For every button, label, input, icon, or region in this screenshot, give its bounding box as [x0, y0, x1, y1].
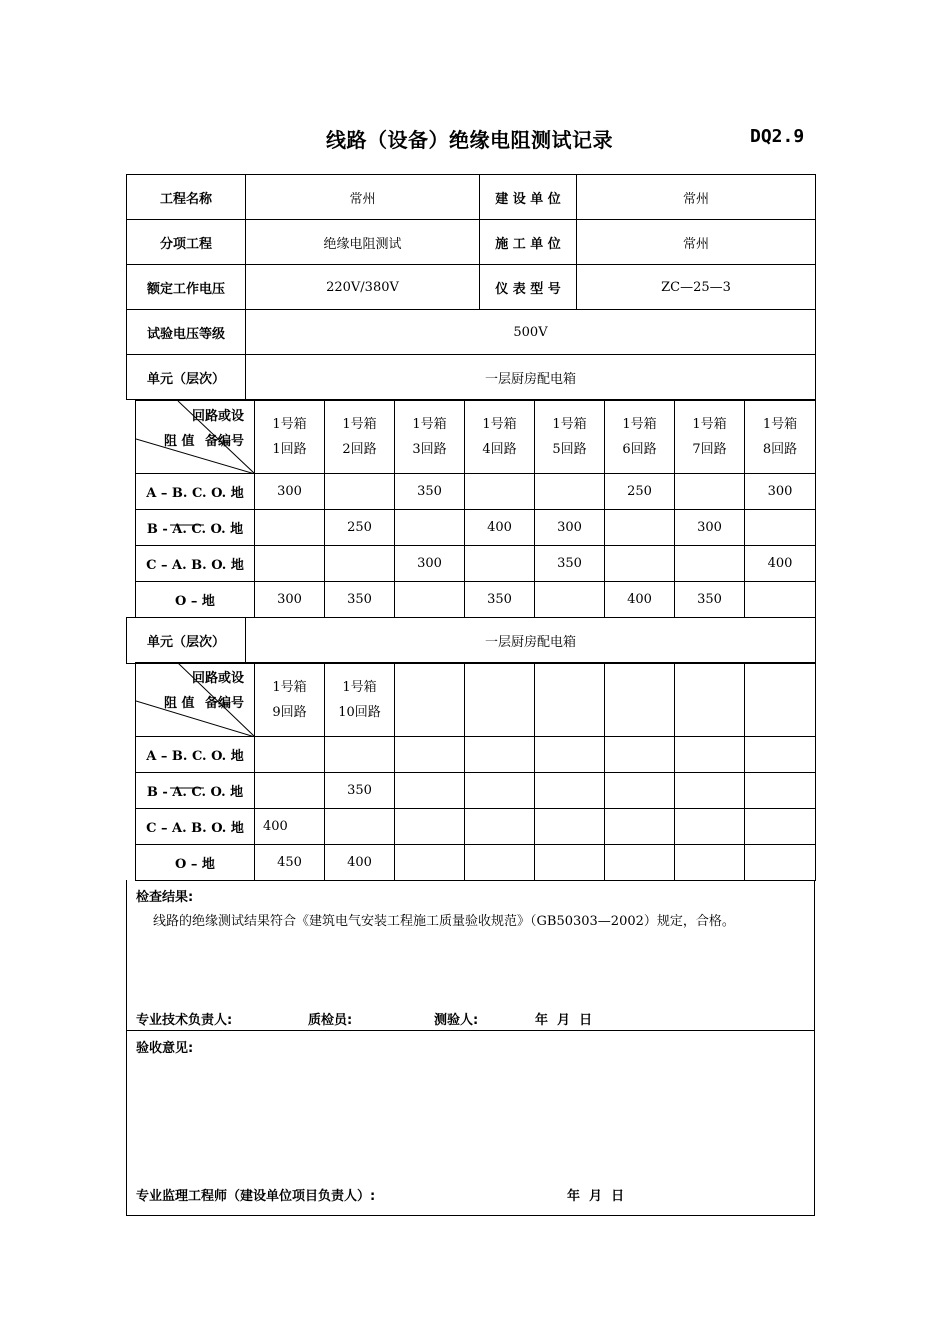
cell [605, 773, 675, 809]
column-header [395, 663, 465, 737]
cell [535, 582, 605, 618]
cell [605, 809, 675, 845]
cell [395, 845, 465, 881]
column-header: 1号箱 5回路 [535, 401, 605, 474]
cell [605, 845, 675, 881]
tech-lead-signature-label: 专业技术负责人: [136, 1013, 233, 1028]
cell: 250 [325, 510, 395, 546]
corner-header-2 [136, 663, 255, 737]
measurement-table-1 [135, 400, 816, 618]
table-row [136, 582, 816, 618]
column-header: 1号箱 8回路 [745, 401, 816, 474]
meter-model-value: ZC—25—3 [577, 265, 816, 310]
column-header [605, 663, 675, 737]
cell: 300 [395, 546, 465, 582]
cell [395, 582, 465, 618]
table-row [136, 773, 816, 809]
row-label: A – B. C. O. 地 [136, 474, 255, 510]
unit-label-1: 单元（层次） [127, 355, 246, 400]
test-voltage-label: 试验电压等级 [127, 310, 246, 355]
cell [675, 546, 745, 582]
check-result-heading: 检查结果: [136, 890, 194, 905]
acceptance-heading: 验收意见: [136, 1041, 194, 1056]
cell: 250 [605, 474, 675, 510]
row-label: C – A. B. O. 地 [136, 546, 255, 582]
cell [325, 474, 395, 510]
document-code: DQ2.9 [750, 126, 805, 147]
unit-value-1: 一层厨房配电箱 [246, 355, 816, 400]
column-header [745, 663, 816, 737]
row-label: A – B. C. O. 地 [136, 737, 255, 773]
cell [605, 510, 675, 546]
table-row [136, 510, 816, 546]
cell [535, 474, 605, 510]
rated-voltage-value: 220V/380V [246, 265, 480, 310]
unit-label-2: 单元（层次） [127, 618, 246, 664]
cell [465, 845, 535, 881]
cell [465, 737, 535, 773]
supervisor-signature-label: 专业监理工程师（建设单位项目负责人）: [136, 1189, 376, 1204]
acceptance-date-label: 年 月 日 [567, 1189, 625, 1204]
cell: 300 [675, 510, 745, 546]
cell: 400 [605, 582, 675, 618]
sub-project-label: 分项工程 [127, 220, 246, 265]
cell: 400 [745, 546, 816, 582]
measurement-table-2 [135, 662, 816, 881]
cell [675, 845, 745, 881]
contractor-label: 施 工 单 位 [480, 220, 577, 265]
info-table [126, 174, 816, 400]
cell [675, 773, 745, 809]
qc-signature-label: 质检员: [308, 1013, 353, 1028]
sub-project-value: 绝缘电阻测试 [246, 220, 480, 265]
cell [255, 773, 325, 809]
column-header: 1号箱 6回路 [605, 401, 675, 474]
corner-right-label: 备编号 [204, 434, 244, 449]
cell [465, 474, 535, 510]
column-header: 1号箱 10回路 [325, 663, 395, 737]
column-header: 1号箱 2回路 [325, 401, 395, 474]
cell: 350 [395, 474, 465, 510]
cell [535, 773, 605, 809]
cell: 300 [535, 510, 605, 546]
table-row [136, 845, 816, 881]
corner-top-label: 回路或设 [191, 409, 244, 424]
cell: 350 [465, 582, 535, 618]
cell [745, 582, 816, 618]
column-header: 1号箱 9回路 [255, 663, 325, 737]
cell [395, 809, 465, 845]
meter-model-label: 仪 表 型 号 [480, 265, 577, 310]
corner-header-1 [136, 401, 255, 474]
builder-value: 常州 [577, 175, 816, 220]
row-label: O – 地 [136, 845, 255, 881]
cell [465, 809, 535, 845]
cell: 400 [325, 845, 395, 881]
cell [395, 773, 465, 809]
acceptance-section [126, 1030, 815, 1216]
column-header [535, 663, 605, 737]
cell [605, 737, 675, 773]
cell: 350 [535, 546, 605, 582]
check-result-section [126, 880, 815, 1031]
cell [325, 809, 395, 845]
corner-left-label: 阻 值 [164, 696, 195, 711]
check-result-text: 线路的绝缘测试结果符合《建筑电气安装工程施工质量验收规范》（GB50303—2002）规定，合格。 [153, 914, 735, 929]
cell: 300 [255, 474, 325, 510]
cell: 400 [255, 809, 325, 845]
cell [745, 773, 816, 809]
cell [535, 809, 605, 845]
contractor-value: 常州 [577, 220, 816, 265]
cell: 350 [325, 582, 395, 618]
project-name-value: 常州 [246, 175, 480, 220]
cell [745, 737, 816, 773]
column-header: 1号箱 7回路 [675, 401, 745, 474]
cell [745, 510, 816, 546]
row-label: O – 地 [136, 582, 255, 618]
tester-signature-label: 测验人: [434, 1013, 479, 1028]
table-row [136, 737, 816, 773]
cell [675, 737, 745, 773]
cell [745, 809, 816, 845]
column-header: 1号箱 4回路 [465, 401, 535, 474]
cell: 400 [465, 510, 535, 546]
builder-label: 建 设 单 位 [480, 175, 577, 220]
cell [535, 845, 605, 881]
check-date-label: 年 月 日 [535, 1013, 593, 1028]
cell [255, 546, 325, 582]
cell: 300 [745, 474, 816, 510]
cell [605, 546, 675, 582]
row-label: B - A. C. O. 地 [136, 510, 255, 546]
column-header [465, 663, 535, 737]
cell: 300 [255, 582, 325, 618]
table-row [136, 474, 816, 510]
cell [255, 510, 325, 546]
document-title: 线路（设备）绝缘电阻测试记录 [326, 128, 613, 152]
cell [465, 546, 535, 582]
column-header: 1号箱 1回路 [255, 401, 325, 474]
unit-value-2: 一层厨房配电箱 [246, 618, 816, 664]
cell [325, 546, 395, 582]
cell [395, 510, 465, 546]
cell [535, 737, 605, 773]
rated-voltage-label: 额定工作电压 [127, 265, 246, 310]
cell [325, 737, 395, 773]
cell: 350 [325, 773, 395, 809]
unit-table-2 [126, 617, 816, 664]
column-header [675, 663, 745, 737]
row-label: B - A. C. O. 地 [136, 773, 255, 809]
corner-left-label: 阻 值 [164, 434, 195, 449]
cell [395, 737, 465, 773]
corner-top-label: 回路或设 [191, 671, 244, 686]
cell: 350 [675, 582, 745, 618]
cell [675, 474, 745, 510]
cell: 450 [255, 845, 325, 881]
cell [255, 737, 325, 773]
cell [745, 845, 816, 881]
column-header: 1号箱 3回路 [395, 401, 465, 474]
table-row [136, 809, 816, 845]
project-name-label: 工程名称 [127, 175, 246, 220]
corner-right-label: 备编号 [204, 696, 244, 711]
cell [465, 773, 535, 809]
cell [675, 809, 745, 845]
test-voltage-value: 500V [246, 310, 816, 355]
table-row [136, 546, 816, 582]
row-label: C – A. B. O. 地 [136, 809, 255, 845]
